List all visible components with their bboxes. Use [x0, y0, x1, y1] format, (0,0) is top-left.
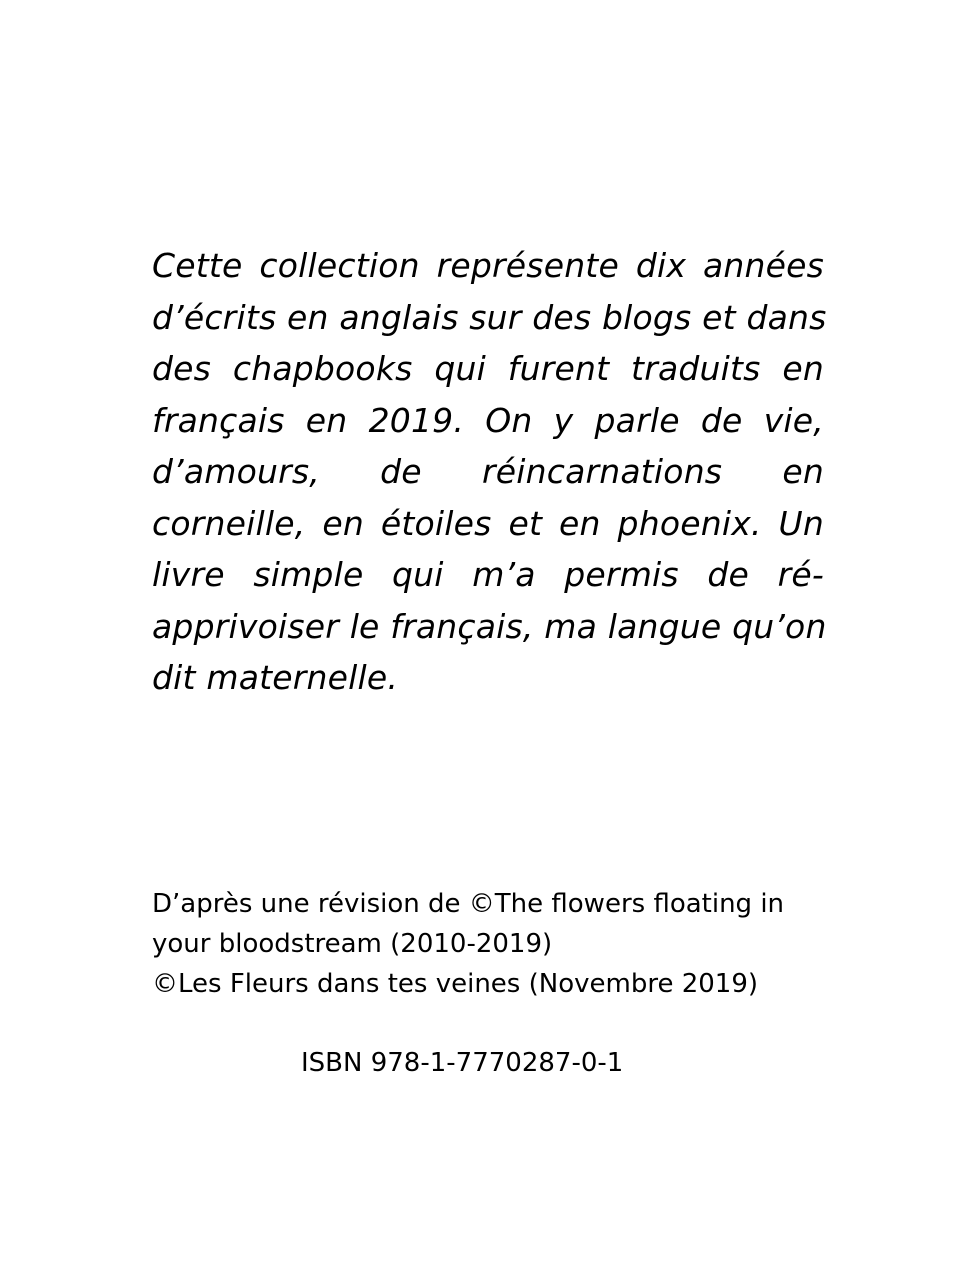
credit-line: ©Les Fleurs dans tes veines (Novembre 2019)	[152, 969, 759, 999]
credit-line: your bloodstream (2010-2019)	[152, 929, 553, 959]
blurb-line: français en 2019. On y parle de vie,	[152, 400, 824, 440]
blurb-line: d’écrits en anglais sur des blogs et dans	[152, 297, 827, 337]
blurb-line: apprivoiser le français, ma langue qu’on	[152, 606, 827, 646]
blurb-line: corneille, en étoiles et en phoenix. Un	[152, 503, 824, 543]
blurb-line: livre simple qui m’a permis de ré-	[152, 555, 824, 594]
blurb-line: Cette collection représente dix années	[152, 246, 824, 285]
isbn-number: ISBN 978-1-7770287-0-1	[301, 1048, 624, 1078]
blurb-line: des chapbooks qui furent traduits en	[152, 349, 824, 388]
blurb-line: dit maternelle.	[152, 658, 399, 697]
blurb-line: d’amours, de réincarnations en	[152, 452, 824, 491]
credit-line: D’après une révision de ©The flowers floating in	[152, 889, 785, 919]
copyright-credits	[152, 884, 852, 1004]
back-cover-blurb	[152, 240, 827, 704]
